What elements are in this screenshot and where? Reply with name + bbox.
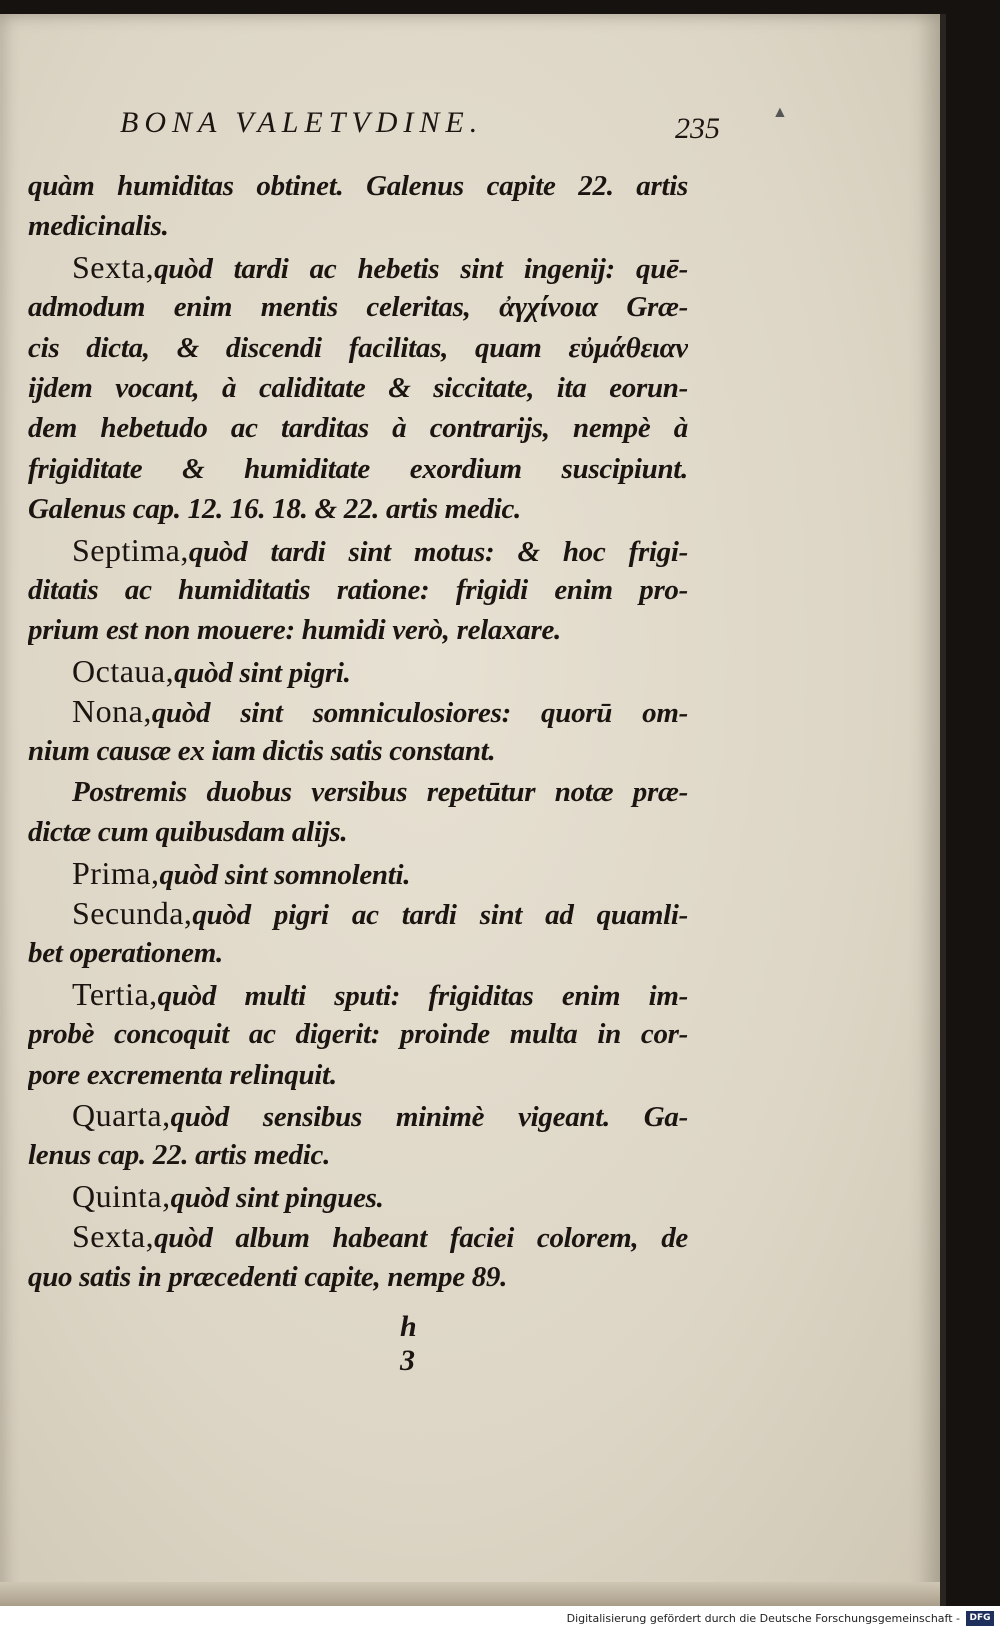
paragraph-lead-word: Septima, — [72, 531, 189, 568]
running-title: BONA VALETVDINE. — [120, 106, 484, 139]
text-line — [28, 1055, 688, 1095]
footer-credit: Digitalisierung gefördert durch die Deutsche Forschungsgemeinschaft - — [566, 1612, 960, 1625]
text-line — [28, 691, 688, 731]
line-text: pore excrementa relinquit. — [28, 1058, 337, 1091]
line-text: cis dicta, & discendi facilitas, quam εὐμάθειαν — [28, 331, 688, 364]
text-line — [28, 408, 688, 448]
page-edge — [0, 1582, 940, 1606]
text-line — [28, 1257, 688, 1297]
line-text: quòd sint pingues. — [170, 1181, 384, 1214]
line-text: nium causæ ex iam dictis satis constant. — [28, 735, 496, 768]
line-text: quòd sint somniculosiores: quorū om- — [151, 697, 688, 730]
text-line — [28, 974, 688, 1014]
paragraph-lead-word: Quarta, — [72, 1096, 171, 1133]
text-line — [28, 1095, 688, 1135]
line-text: bet operationem. — [28, 937, 223, 970]
line-text: quòd multi sputi: frigiditas enim im- — [157, 979, 688, 1012]
text-line — [28, 247, 688, 287]
text-line — [28, 1014, 688, 1054]
line-text: quòd sint somnolenti. — [159, 858, 411, 891]
line-text: ijdem vocant, à caliditate & siccitate, ita eorun- — [28, 371, 688, 404]
text-line — [28, 853, 688, 893]
text-line — [28, 570, 688, 610]
book-page — [0, 14, 946, 1606]
text-line — [28, 489, 688, 529]
line-text: dem hebetudo ac tarditas à contrarijs, nempè à — [28, 412, 688, 445]
line-text: quo satis in præcedenti capite, nempe 89. — [28, 1260, 508, 1293]
text-line — [28, 731, 688, 771]
text-line — [28, 166, 688, 206]
text-line — [28, 651, 688, 691]
line-text: prium est non mouere: humidi verò, relaxare. — [28, 614, 562, 647]
paragraph-lead-word: Quinta, — [72, 1177, 171, 1214]
line-text: quòd pigri ac tardi sint ad quamli- — [192, 899, 688, 932]
text-line — [28, 1176, 688, 1216]
text-line — [28, 1216, 688, 1256]
line-text: lenus cap. 22. artis medic. — [28, 1139, 331, 1172]
footer-strip — [0, 1606, 1000, 1633]
paragraph-lead-word: Prima, — [72, 854, 160, 891]
line-text: quòd sint pigri. — [174, 656, 351, 689]
text-line — [28, 933, 688, 973]
line-text: dictæ cum quibusdam alijs. — [28, 816, 348, 849]
text-line — [28, 287, 688, 327]
text-line — [28, 812, 688, 852]
paragraph-lead-word: Sexta, — [72, 1218, 155, 1255]
text-line — [28, 530, 688, 570]
dfg-logo-icon: DFG — [966, 1611, 994, 1626]
margin-mark: ▲ — [772, 104, 788, 121]
text-block — [28, 166, 688, 1297]
text-line — [28, 368, 688, 408]
line-text: quòd tardi ac hebetis sint ingenij: quē- — [154, 252, 688, 285]
paragraph-lead-word: Sexta, — [72, 248, 155, 285]
text-line — [28, 206, 688, 246]
text-line — [28, 610, 688, 650]
line-text: quàm humiditas obtinet. Galenus capite 22. artis — [28, 170, 688, 202]
line-text: Galenus cap. 12. 16. 18. & 22. artis medic. — [28, 493, 521, 526]
line-text: ditatis ac humiditatis ratione: frigidi enim pro- — [28, 573, 688, 606]
line-text: medicinalis. — [28, 210, 169, 243]
page-number: 235 — [675, 112, 720, 145]
text-line — [28, 772, 688, 812]
signature-mark: h 3 — [400, 1310, 457, 1377]
text-line — [28, 328, 688, 368]
line-text: quòd sensibus minimè vigeant. Ga- — [170, 1100, 688, 1133]
text-line — [28, 893, 688, 933]
line-text: quòd tardi sint motus: & hoc frigi- — [188, 535, 688, 568]
line-text: admodum enim mentis celeritas, ἀγχίνοια Græ- — [28, 291, 688, 324]
line-text: quòd album habeant faciei colorem, de — [154, 1222, 688, 1255]
text-line — [28, 1135, 688, 1175]
paragraph-lead-word: Octaua, — [72, 652, 175, 689]
paragraph-lead-word: Secunda, — [72, 895, 193, 932]
line-text: Postremis duobus versibus repetūtur notæ præ- — [72, 775, 688, 808]
line-text: frigiditate & humiditate exordium suscipiunt. — [28, 452, 688, 485]
text-line — [28, 449, 688, 489]
paragraph-lead-word: Nona, — [72, 693, 152, 730]
paragraph-lead-word: Tertia, — [72, 975, 158, 1012]
line-text: probè concoquit ac digerit: proinde multa in cor- — [28, 1018, 688, 1051]
running-head — [110, 102, 720, 152]
